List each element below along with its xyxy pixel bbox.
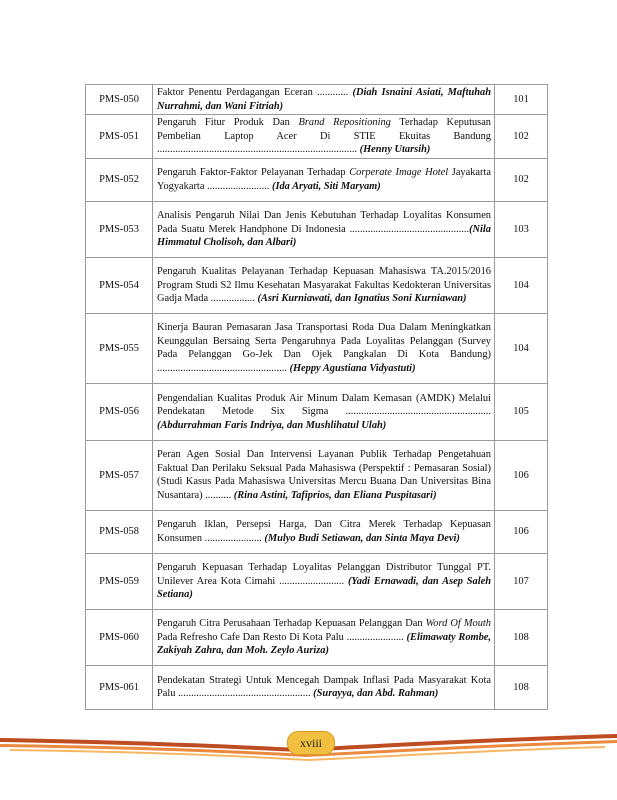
page-number: xviii bbox=[287, 731, 335, 755]
paper-title: Pendekatan Strategi Untuk Mencegah Dampak Inflasi Pada Masyarakat Kota Palu bbox=[157, 674, 491, 700]
paper-authors: (Rina Astini, Tafiprios, dan Eliana Puspitasari) bbox=[233, 490, 437, 502]
dot-leader: ................. bbox=[208, 293, 258, 305]
page-ref: 102 bbox=[495, 158, 548, 201]
page-ref: 107 bbox=[495, 553, 548, 609]
dot-leader: ............ bbox=[312, 87, 353, 98]
page-ref: 106 bbox=[495, 510, 548, 553]
dot-leader: .......... bbox=[202, 490, 234, 502]
paper-title: Faktor Penentu Perdagangan Eceran bbox=[157, 87, 313, 98]
toc-row bbox=[86, 115, 548, 159]
paper-code: PMS-054 bbox=[86, 257, 153, 313]
toc-row bbox=[86, 609, 548, 665]
toc-row bbox=[86, 257, 548, 313]
paper-entry bbox=[153, 440, 495, 510]
paper-authors: (Henny Utarsih) bbox=[359, 144, 431, 156]
page-ref: 106 bbox=[495, 440, 548, 510]
paper-entry bbox=[153, 201, 495, 257]
toc-row bbox=[86, 440, 548, 510]
paper-code: PMS-052 bbox=[86, 158, 153, 201]
paper-entry bbox=[153, 510, 495, 553]
dot-leader: ........................................................ bbox=[328, 406, 491, 418]
paper-authors: (Heppy Agustiana Vidyastuti) bbox=[289, 363, 416, 375]
paper-title: Pengaruh Fitur Produk Dan bbox=[157, 117, 299, 129]
paper-code: PMS-053 bbox=[86, 201, 153, 257]
paper-entry bbox=[153, 85, 495, 115]
paper-code: PMS-058 bbox=[86, 510, 153, 553]
paper-entry bbox=[153, 665, 495, 709]
paper-code: PMS-055 bbox=[86, 313, 153, 383]
page-ref: 103 bbox=[495, 201, 548, 257]
paper-code: PMS-051 bbox=[86, 115, 153, 159]
toc-row bbox=[86, 201, 548, 257]
paper-title: Kinerja Bauran Pemasaran Jasa Transportasi Roda Dua Dalam Meningkatkan Keunggulan Bersaing Serta Pengaruhnya Pada Loyalitas Pelanggan (Survey Pada Pelanggan Go-Jek Dan Ojek Pangkalan Di Kota Bandung) bbox=[157, 322, 491, 361]
paper-title: Jayakarta Yogyakarta bbox=[157, 167, 492, 192]
paper-authors: (Mulyo Budi Setiawan, dan Sinta Maya Devi) bbox=[264, 532, 460, 544]
page-ref: 108 bbox=[495, 665, 548, 709]
page-ref: 101 bbox=[495, 85, 548, 115]
paper-title: Pengendalian Kualitas Produk Air Minum Dalam Kemasan (AMDK) Melalui Pendekatan Metode Six Sigma bbox=[157, 392, 491, 418]
page-ref: 105 bbox=[495, 383, 548, 440]
paper-authors: (Ida Aryati, Siti Maryam) bbox=[271, 180, 381, 192]
paper-title: Pengaruh Citra Perusahaan Terhadap Kepuasan Pelanggan Dan bbox=[157, 618, 426, 630]
paper-title: Pada Refresho Cafe Dan Resto Di Kota Palu bbox=[157, 631, 344, 643]
toc-row bbox=[86, 158, 548, 201]
paper-title: Word Of Mouth bbox=[425, 618, 491, 630]
paper-entry bbox=[153, 553, 495, 609]
paper-title: Terhadap Keputusan Pembelian Laptop Acer Di STIE Ekuitas Bandung bbox=[157, 117, 492, 142]
paper-authors: (Surayya, dan Abd. Rahman) bbox=[313, 688, 439, 700]
dot-leader: .................................................. bbox=[157, 363, 290, 375]
page-ref: 108 bbox=[495, 609, 548, 665]
toc-row bbox=[86, 510, 548, 553]
dot-leader: ......................... bbox=[275, 575, 348, 587]
paper-authors: (Asri Kurniawati, dan Ignatius Soni Kurniawan) bbox=[257, 293, 467, 305]
paper-authors: (Nila Himmatul Cholisoh, dan Albari) bbox=[157, 223, 491, 249]
paper-title: Brand Repositioning bbox=[298, 117, 391, 129]
paper-code: PMS-056 bbox=[86, 383, 153, 440]
toc-row bbox=[86, 85, 548, 115]
paper-entry bbox=[153, 158, 495, 201]
paper-authors: (Yadi Ernawadi, dan Asep Saleh Setiana) bbox=[157, 575, 492, 601]
paper-title: Analisis Pengaruh Nilai Dan Jenis Kebutuhan Terhadap Loyalitas Konsumen Pada Suatu Merek Handphone Di Indonesia bbox=[157, 210, 491, 235]
paper-code: PMS-057 bbox=[86, 440, 153, 510]
page-ref: 104 bbox=[495, 257, 548, 313]
paper-entry bbox=[153, 609, 495, 665]
dot-leader: ................................................... bbox=[175, 688, 314, 700]
paper-authors: (Abdurrahman Faris Indriya, dan Mushlihatul Ulah) bbox=[157, 419, 387, 431]
paper-authors: (Elimawaty Rombe, Zakiyah Zahra, dan Moh. Zeylo Auriza) bbox=[157, 631, 492, 657]
toc-row bbox=[86, 553, 548, 609]
paper-title: Pengaruh Kualitas Pelayanan Terhadap Kepuasan Mahasiswa TA.2015/2016 Program Studi S2 Ilmu Kesehatan Masyarakat Fakultas Kedokteran Universitas Gadja Mada bbox=[157, 266, 491, 305]
page-ref: 102 bbox=[495, 115, 548, 159]
paper-code: PMS-059 bbox=[86, 553, 153, 609]
paper-title: Peran Agen Sosial Dan Intervensi Layanan Publik Terhadap Pengetahuan Faktual Dan Perilaku Seksual Pada Mahasiswa (Perspektif : Pemasaran Sosial) (Studi Kasus Pada Mahasiswa Universitas Mercu Buana Dan Universitas Bina Nusantara) bbox=[157, 449, 491, 502]
paper-title: Pengaruh Iklan, Persepsi Harga, Dan Citra Merek Terhadap Kepuasan Konsumen bbox=[157, 519, 491, 544]
page-ref: 104 bbox=[495, 313, 548, 383]
paper-code: PMS-050 bbox=[86, 85, 153, 115]
dot-leader: ........................ bbox=[204, 180, 272, 192]
paper-entry bbox=[153, 115, 495, 159]
toc-row bbox=[86, 313, 548, 383]
paper-entry bbox=[153, 257, 495, 313]
paper-title: Pengaruh Faktor-Faktor Pelayanan Terhadap bbox=[157, 167, 350, 179]
paper-entry bbox=[153, 383, 495, 440]
dot-leader: ...................... bbox=[202, 532, 265, 544]
paper-code: PMS-061 bbox=[86, 665, 153, 709]
paper-code: PMS-060 bbox=[86, 609, 153, 665]
dot-leader: ...................... bbox=[343, 631, 407, 643]
toc-row bbox=[86, 665, 548, 709]
paper-title: Pengaruh Kepuasan Terhadap Loyalitas Pelanggan Distributor Tunggal PT. Unilever Area Kota Cimahi bbox=[157, 562, 491, 587]
dot-leader: .............................................. bbox=[345, 223, 470, 235]
table-of-contents bbox=[85, 84, 548, 710]
paper-entry bbox=[153, 313, 495, 383]
paper-authors: (Diah Isnaini Asiati, Maftuhah Nurrahmi, dan Wani Fitriah) bbox=[157, 87, 491, 112]
paper-title: Corperate Image Hotel bbox=[349, 167, 449, 179]
dot-leader: ............................................................................. bbox=[157, 144, 360, 156]
toc-row bbox=[86, 383, 548, 440]
